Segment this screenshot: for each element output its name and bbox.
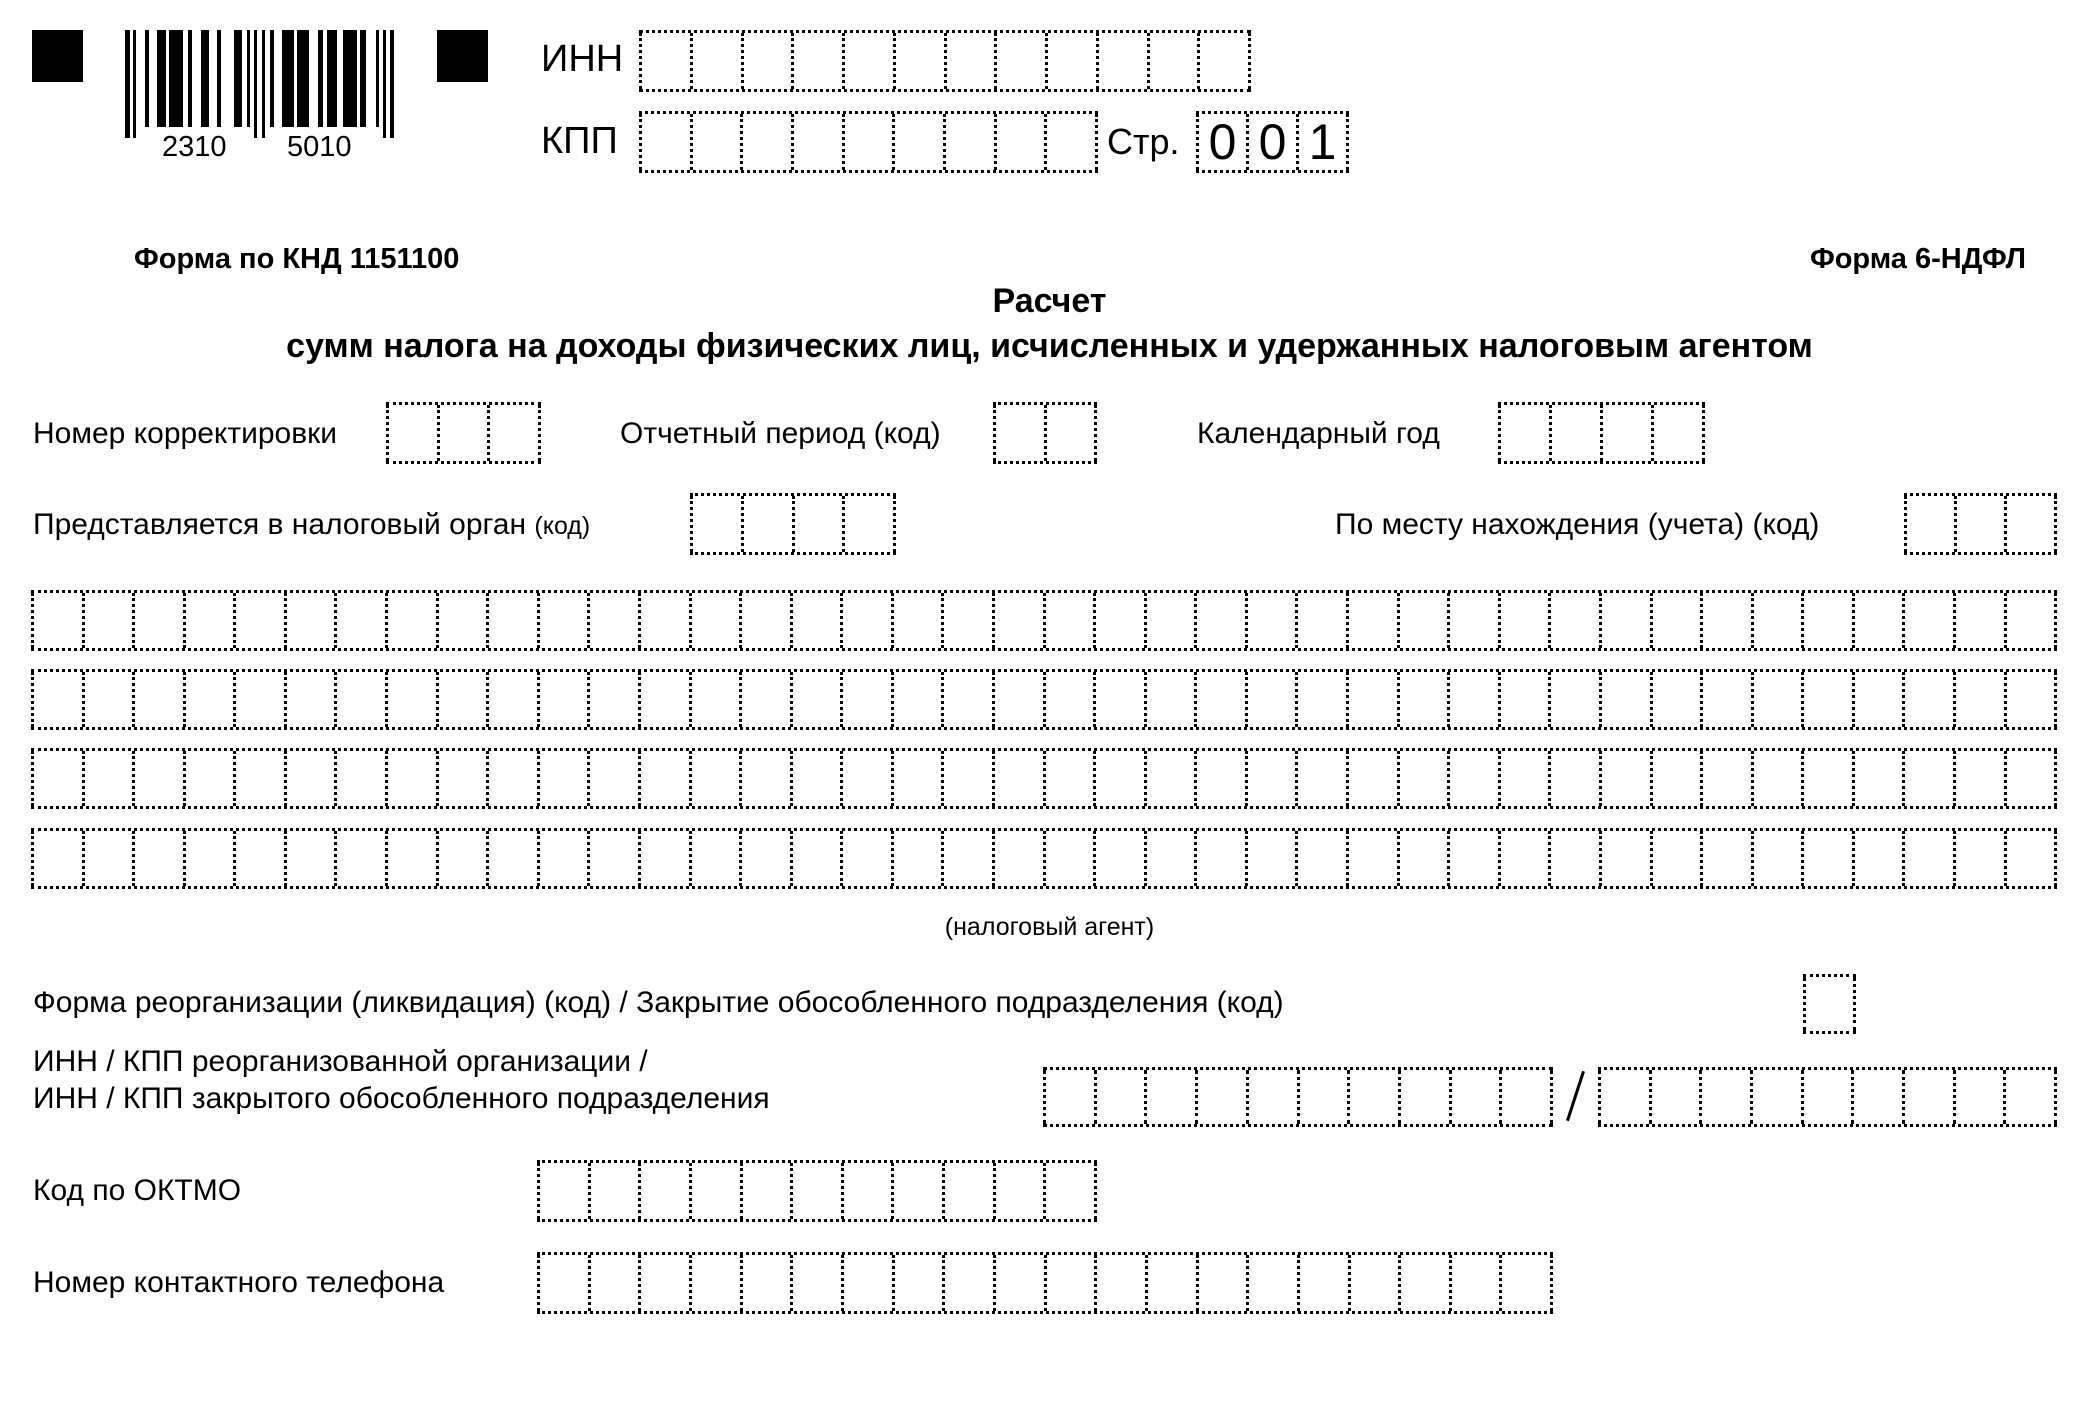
input-cell[interactable] xyxy=(233,751,284,806)
input-cell[interactable] xyxy=(891,831,942,886)
input-cell[interactable] xyxy=(993,405,1044,461)
correction-number-label: Номер корректировки xyxy=(33,417,338,450)
input-cell[interactable] xyxy=(993,1255,1044,1311)
input-cell[interactable] xyxy=(437,405,488,461)
oktmo-field[interactable] xyxy=(537,1160,1097,1222)
input-cell[interactable] xyxy=(82,672,133,727)
input-cell[interactable] xyxy=(132,593,183,648)
input-cell[interactable] xyxy=(385,672,436,727)
input-cell[interactable] xyxy=(1398,1255,1449,1311)
input-cell[interactable] xyxy=(1245,751,1296,806)
input-cell[interactable] xyxy=(486,751,537,806)
input-cell[interactable] xyxy=(587,672,638,727)
input-cell[interactable] xyxy=(1649,1070,1700,1124)
input-cell[interactable] xyxy=(1599,672,1650,727)
input-cell[interactable] xyxy=(1045,33,1096,89)
barcode xyxy=(0,0,420,170)
form-title: Расчет xyxy=(992,282,1107,320)
input-cell[interactable] xyxy=(1044,1255,1095,1311)
input-cell[interactable] xyxy=(1093,593,1144,648)
barcode-digits-left: 2310 xyxy=(162,131,227,163)
input-cell[interactable] xyxy=(1801,831,1852,886)
input-cell[interactable] xyxy=(941,672,992,727)
calendar-year-label: Календарный год xyxy=(1197,417,1440,450)
input-cell[interactable] xyxy=(82,593,133,648)
input-cell[interactable] xyxy=(1852,751,1903,806)
phone-field[interactable] xyxy=(537,1252,1553,1314)
input-cell[interactable] xyxy=(1650,831,1701,886)
input-cell[interactable] xyxy=(1953,831,2004,886)
input-cell[interactable] xyxy=(741,33,792,89)
input-cell[interactable] xyxy=(790,831,841,886)
input-cell[interactable] xyxy=(740,1255,791,1311)
reporting-period-label: Отчетный период (код) xyxy=(620,417,941,450)
input-cell[interactable] xyxy=(1194,672,1245,727)
input-cell[interactable] xyxy=(992,751,1043,806)
input-cell[interactable] xyxy=(1852,831,1903,886)
input-cell[interactable] xyxy=(1651,405,1705,461)
input-cell[interactable] xyxy=(1044,405,1098,461)
input-cell[interactable] xyxy=(1599,831,1650,886)
input-cell[interactable] xyxy=(1700,672,1751,727)
input-cell[interactable] xyxy=(689,1255,740,1311)
input-cell[interactable] xyxy=(842,496,896,552)
input-cell[interactable] xyxy=(1499,1070,1553,1124)
input-cell[interactable] xyxy=(132,831,183,886)
input-cell[interactable] xyxy=(1700,751,1751,806)
input-cell[interactable] xyxy=(1953,751,2004,806)
input-cell[interactable] xyxy=(1953,593,2004,648)
input-cell[interactable] xyxy=(1397,831,1448,886)
input-cell[interactable] xyxy=(1346,751,1397,806)
input-cell[interactable] xyxy=(1245,672,1296,727)
input-cell[interactable] xyxy=(638,751,689,806)
input-cell[interactable] xyxy=(840,593,891,648)
input-cell[interactable] xyxy=(1498,405,1549,461)
input-cell[interactable] xyxy=(1548,831,1599,886)
input-cell[interactable] xyxy=(1902,593,1953,648)
input-cell[interactable] xyxy=(284,593,335,648)
input-cell[interactable] xyxy=(994,33,1045,89)
input-cell[interactable] xyxy=(689,1163,740,1219)
input-cell[interactable] xyxy=(537,831,588,886)
input-cell[interactable] xyxy=(385,593,436,648)
input-cell[interactable] xyxy=(1245,593,1296,648)
input-cell[interactable] xyxy=(1093,751,1144,806)
input-cell[interactable] xyxy=(1043,751,1094,806)
input-cell[interactable] xyxy=(1902,1070,1953,1124)
input-cell[interactable] xyxy=(1498,831,1549,886)
input-cell[interactable] xyxy=(1295,831,1346,886)
input-cell[interactable] xyxy=(436,593,487,648)
input-cell[interactable] xyxy=(1194,831,1245,886)
input-cell[interactable] xyxy=(1650,672,1701,727)
input-cell[interactable] xyxy=(1347,1070,1398,1124)
tax-agent-name-row[interactable] xyxy=(31,669,2057,730)
barcode-digits-right: 5010 xyxy=(287,131,352,163)
input-cell[interactable] xyxy=(1144,1070,1195,1124)
input-cell[interactable] xyxy=(1094,1255,1145,1311)
input-cell[interactable] xyxy=(1246,1070,1297,1124)
input-cell[interactable] xyxy=(1245,831,1296,886)
page-label: Стр. xyxy=(1107,121,1180,162)
input-cell[interactable] xyxy=(790,1255,841,1311)
input-cell[interactable] xyxy=(1902,831,1953,886)
input-cell[interactable] xyxy=(1954,496,2004,552)
input-cell[interactable] xyxy=(1449,1070,1500,1124)
input-cell[interactable] xyxy=(1295,593,1346,648)
input-cell[interactable] xyxy=(1096,33,1147,89)
input-cell[interactable] xyxy=(537,751,588,806)
input-cell[interactable] xyxy=(183,593,234,648)
input-cell[interactable] xyxy=(792,496,843,552)
input-cell[interactable] xyxy=(891,593,942,648)
location-code-label: По месту нахождения (учета) (код) xyxy=(1335,508,1820,541)
input-cell[interactable] xyxy=(994,114,1045,170)
input-cell[interactable] xyxy=(1195,1070,1246,1124)
input-cell[interactable] xyxy=(1346,672,1397,727)
input-cell[interactable] xyxy=(1803,977,1856,1031)
input-cell[interactable] xyxy=(891,1163,942,1219)
input-cell[interactable] xyxy=(82,751,133,806)
input-cell[interactable] xyxy=(1801,593,1852,648)
tax-authority-code-suffix: (код) xyxy=(534,512,591,540)
input-cell[interactable] xyxy=(537,1255,588,1311)
reorganized-inn-field[interactable] xyxy=(1043,1067,1553,1127)
input-cell[interactable] xyxy=(537,672,588,727)
input-cell[interactable] xyxy=(790,1163,841,1219)
input-cell[interactable] xyxy=(1700,593,1751,648)
input-cell[interactable] xyxy=(2004,672,2058,727)
input-cell[interactable] xyxy=(1043,593,1094,648)
input-cell[interactable] xyxy=(2003,1070,2057,1124)
input-cell[interactable] xyxy=(944,33,995,89)
input-cell[interactable] xyxy=(739,672,790,727)
input-cell[interactable] xyxy=(386,405,437,461)
input-cell[interactable] xyxy=(1447,672,1498,727)
input-cell[interactable] xyxy=(1397,672,1448,727)
input-cell[interactable] xyxy=(1397,751,1448,806)
input-cell[interactable] xyxy=(638,1163,689,1219)
input-cell[interactable] xyxy=(1295,672,1346,727)
input-cell[interactable] xyxy=(689,593,740,648)
kpp-label: КПП xyxy=(541,120,618,162)
input-cell[interactable] xyxy=(638,593,689,648)
page-digit: 1 xyxy=(1296,114,1349,170)
input-cell[interactable] xyxy=(942,1163,993,1219)
input-cell[interactable] xyxy=(233,593,284,648)
input-cell[interactable] xyxy=(132,751,183,806)
input-cell[interactable] xyxy=(690,114,741,170)
page-number-field[interactable] xyxy=(1196,111,1349,173)
input-cell[interactable] xyxy=(334,831,385,886)
input-cell[interactable] xyxy=(132,672,183,727)
input-cell[interactable] xyxy=(690,496,741,552)
tax-agent-caption: (налоговый агент) xyxy=(944,913,1155,941)
input-cell[interactable] xyxy=(1852,593,1903,648)
input-cell[interactable] xyxy=(588,1163,639,1219)
input-cell[interactable] xyxy=(791,33,842,89)
tax-agent-name-row[interactable] xyxy=(31,748,2057,809)
input-cell[interactable] xyxy=(992,593,1043,648)
input-cell[interactable] xyxy=(638,831,689,886)
tax-authority-field[interactable] xyxy=(690,493,896,555)
input-cell[interactable] xyxy=(1699,1070,1750,1124)
input-cell[interactable] xyxy=(82,831,133,886)
form-name: Форма 6-НДФЛ xyxy=(1809,243,2026,275)
tax-agent-name-row[interactable] xyxy=(31,590,2057,651)
input-cell[interactable] xyxy=(1801,1070,1852,1124)
reorganization-form-field[interactable] xyxy=(1803,974,1856,1034)
input-cell[interactable] xyxy=(790,751,841,806)
input-cell[interactable] xyxy=(638,672,689,727)
input-cell[interactable] xyxy=(993,1163,1044,1219)
input-cell[interactable] xyxy=(31,593,82,648)
input-cell[interactable] xyxy=(587,831,638,886)
input-cell[interactable] xyxy=(1144,593,1195,648)
input-cell[interactable] xyxy=(1447,593,1498,648)
input-cell[interactable] xyxy=(689,751,740,806)
reorganized-inn-kpp-label-2: ИНН / КПП закрытого обособленного подразделения xyxy=(33,1082,770,1115)
input-cell[interactable] xyxy=(1043,1070,1094,1124)
input-cell[interactable] xyxy=(790,593,841,648)
input-cell[interactable] xyxy=(1447,831,1498,886)
input-cell[interactable] xyxy=(1297,1255,1348,1311)
input-cell[interactable] xyxy=(841,1163,892,1219)
input-cell[interactable] xyxy=(486,593,537,648)
alignment-marker-right xyxy=(437,30,488,82)
input-cell[interactable] xyxy=(740,114,791,170)
input-cell[interactable] xyxy=(840,751,891,806)
input-cell[interactable] xyxy=(1904,496,1954,552)
input-cell[interactable] xyxy=(1348,1255,1399,1311)
input-cell[interactable] xyxy=(840,831,891,886)
input-cell[interactable] xyxy=(1801,751,1852,806)
input-cell[interactable] xyxy=(1449,1255,1500,1311)
input-cell[interactable] xyxy=(893,33,944,89)
kpp-field[interactable] xyxy=(639,111,1098,173)
page-digit: 0 xyxy=(1196,114,1246,170)
input-cell[interactable] xyxy=(2004,751,2058,806)
input-cell[interactable] xyxy=(1953,1070,2004,1124)
input-cell[interactable] xyxy=(739,831,790,886)
input-cell[interactable] xyxy=(790,672,841,727)
input-cell[interactable] xyxy=(739,751,790,806)
input-cell[interactable] xyxy=(941,751,992,806)
input-cell[interactable] xyxy=(840,672,891,727)
input-cell[interactable] xyxy=(486,831,537,886)
input-cell[interactable] xyxy=(941,831,992,886)
input-cell[interactable] xyxy=(1751,593,1802,648)
inn-label: ИНН xyxy=(541,38,624,80)
input-cell[interactable] xyxy=(1548,751,1599,806)
input-cell[interactable] xyxy=(638,1255,689,1311)
input-cell[interactable] xyxy=(1147,33,1198,89)
input-cell[interactable] xyxy=(1902,672,1953,727)
input-cell[interactable] xyxy=(892,1255,943,1311)
input-cell[interactable] xyxy=(1851,1070,1902,1124)
input-cell[interactable] xyxy=(739,593,790,648)
input-cell[interactable] xyxy=(334,672,385,727)
input-cell[interactable] xyxy=(1548,593,1599,648)
input-cell[interactable] xyxy=(1751,831,1802,886)
input-cell[interactable] xyxy=(1295,751,1346,806)
input-cell[interactable] xyxy=(689,831,740,886)
input-cell[interactable] xyxy=(1599,751,1650,806)
input-cell[interactable] xyxy=(690,33,741,89)
input-cell[interactable] xyxy=(1144,831,1195,886)
input-cell[interactable] xyxy=(183,672,234,727)
inn-field[interactable] xyxy=(639,30,1251,92)
input-cell[interactable] xyxy=(31,672,82,727)
input-cell[interactable] xyxy=(1902,751,1953,806)
input-cell[interactable] xyxy=(1498,593,1549,648)
input-cell[interactable] xyxy=(1197,33,1251,89)
input-cell[interactable] xyxy=(842,33,893,89)
input-cell[interactable] xyxy=(334,751,385,806)
knd-form-code: Форма по КНД 1151100 xyxy=(134,243,460,275)
tax-authority-label: Представляется в налоговый орган (код) xyxy=(33,508,591,541)
phone-label: Номер контактного телефона xyxy=(33,1266,445,1299)
input-cell[interactable] xyxy=(943,114,994,170)
input-cell[interactable] xyxy=(1852,672,1903,727)
input-cell[interactable] xyxy=(1194,751,1245,806)
input-cell[interactable] xyxy=(1650,751,1701,806)
input-cell[interactable] xyxy=(1145,1255,1196,1311)
input-cell[interactable] xyxy=(587,593,638,648)
input-cell[interactable] xyxy=(1498,751,1549,806)
input-cell[interactable] xyxy=(1498,672,1549,727)
input-cell[interactable] xyxy=(436,672,487,727)
input-cell[interactable] xyxy=(1043,1163,1097,1219)
input-cell[interactable] xyxy=(791,114,842,170)
input-cell[interactable] xyxy=(1246,1255,1297,1311)
reorganized-inn-kpp-label-1: ИНН / КПП реорганизованной организации / xyxy=(33,1045,648,1078)
input-cell[interactable] xyxy=(1751,672,1802,727)
input-cell[interactable] xyxy=(1144,672,1195,727)
input-cell[interactable] xyxy=(1043,672,1094,727)
location-code-field[interactable] xyxy=(1904,493,2057,555)
input-cell[interactable] xyxy=(1346,593,1397,648)
input-cell[interactable] xyxy=(1750,1070,1801,1124)
input-cell[interactable] xyxy=(1194,593,1245,648)
input-cell[interactable] xyxy=(1548,672,1599,727)
input-cell[interactable] xyxy=(183,751,234,806)
input-cell[interactable] xyxy=(183,831,234,886)
input-cell[interactable] xyxy=(892,114,943,170)
input-cell[interactable] xyxy=(992,831,1043,886)
input-cell[interactable] xyxy=(639,114,690,170)
correction-number-field[interactable] xyxy=(386,402,541,464)
input-cell[interactable] xyxy=(233,831,284,886)
input-cell[interactable] xyxy=(1700,831,1751,886)
form-subtitle: сумм налога на доходы физических лиц, исчисленных и удержанных налоговым агентом xyxy=(286,327,1813,365)
input-cell[interactable] xyxy=(1297,1070,1348,1124)
input-cell[interactable] xyxy=(2004,593,2058,648)
input-cell[interactable] xyxy=(284,672,335,727)
reorganization-form-label: Форма реорганизации (ликвидация) (код) / Закрытие обособленного подразделения (код) xyxy=(33,986,1284,1019)
input-cell[interactable] xyxy=(992,672,1043,727)
tax-agent-name-row[interactable] xyxy=(31,828,2057,889)
input-cell[interactable] xyxy=(1600,405,1651,461)
input-cell[interactable] xyxy=(436,751,487,806)
input-cell[interactable] xyxy=(2004,496,2057,552)
input-cell[interactable] xyxy=(1196,1255,1247,1311)
input-cell[interactable] xyxy=(891,751,942,806)
input-cell[interactable] xyxy=(1093,672,1144,727)
inn-kpp-separator xyxy=(1566,1071,1585,1121)
input-cell[interactable] xyxy=(942,1255,993,1311)
input-cell[interactable] xyxy=(842,114,893,170)
input-cell[interactable] xyxy=(1599,593,1650,648)
input-cell[interactable] xyxy=(31,831,82,886)
input-cell[interactable] xyxy=(2004,831,2058,886)
input-cell[interactable] xyxy=(537,1163,588,1219)
input-cell[interactable] xyxy=(689,672,740,727)
input-cell[interactable] xyxy=(1346,831,1397,886)
input-cell[interactable] xyxy=(587,751,638,806)
input-cell[interactable] xyxy=(385,751,436,806)
reorganized-kpp-field[interactable] xyxy=(1598,1067,2057,1127)
input-cell[interactable] xyxy=(1043,831,1094,886)
input-cell[interactable] xyxy=(1093,831,1144,886)
input-cell[interactable] xyxy=(436,831,487,886)
input-cell[interactable] xyxy=(891,672,942,727)
input-cell[interactable] xyxy=(1549,405,1600,461)
oktmo-label: Код по ОКТМО xyxy=(33,1174,242,1207)
calendar-year-field[interactable] xyxy=(1498,402,1705,464)
input-cell[interactable] xyxy=(941,593,992,648)
input-cell[interactable] xyxy=(639,33,690,89)
input-cell[interactable] xyxy=(284,831,335,886)
input-cell[interactable] xyxy=(841,1255,892,1311)
input-cell[interactable] xyxy=(1499,1255,1553,1311)
input-cell[interactable] xyxy=(1953,672,2004,727)
input-cell[interactable] xyxy=(284,751,335,806)
input-cell[interactable] xyxy=(1398,1070,1449,1124)
page-digit: 0 xyxy=(1246,114,1296,170)
input-cell[interactable] xyxy=(1044,114,1098,170)
input-cell[interactable] xyxy=(1598,1070,1649,1124)
input-cell[interactable] xyxy=(588,1255,639,1311)
input-cell[interactable] xyxy=(233,672,284,727)
input-cell[interactable] xyxy=(385,831,436,886)
reporting-period-field[interactable] xyxy=(993,402,1097,464)
input-cell[interactable] xyxy=(487,405,541,461)
tax-agent-name-grid xyxy=(31,590,2057,890)
input-cell[interactable] xyxy=(740,1163,791,1219)
input-cell[interactable] xyxy=(1094,1070,1145,1124)
input-cell[interactable] xyxy=(1447,751,1498,806)
input-cell[interactable] xyxy=(334,593,385,648)
input-cell[interactable] xyxy=(1751,751,1802,806)
input-cell[interactable] xyxy=(741,496,792,552)
input-cell[interactable] xyxy=(1801,672,1852,727)
input-cell[interactable] xyxy=(1144,751,1195,806)
input-cell[interactable] xyxy=(537,593,588,648)
input-cell[interactable] xyxy=(1397,593,1448,648)
input-cell[interactable] xyxy=(486,672,537,727)
input-cell[interactable] xyxy=(1650,593,1701,648)
input-cell[interactable] xyxy=(31,751,82,806)
